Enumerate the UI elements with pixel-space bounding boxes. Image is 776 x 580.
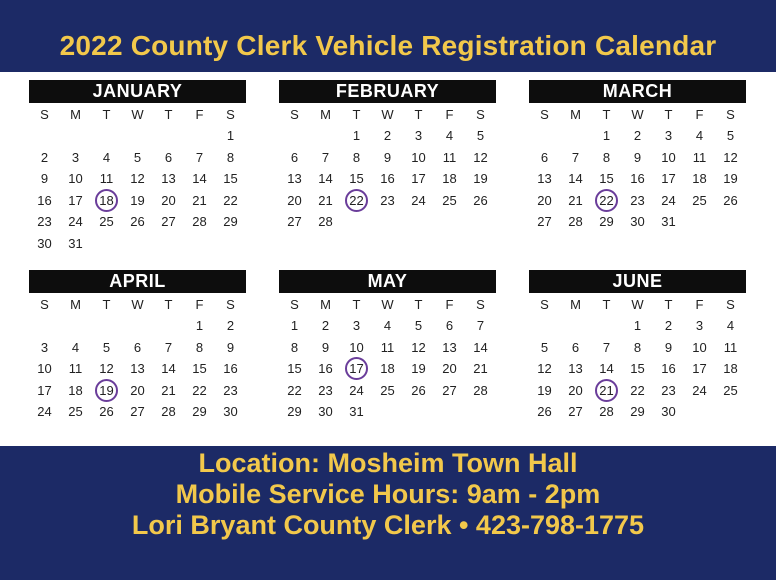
day-cell: 25 <box>99 214 114 229</box>
weekday-label: S <box>226 297 235 312</box>
weekday-label: W <box>381 107 394 122</box>
day-cell: 21 <box>473 361 488 376</box>
day-cell: 26 <box>130 214 145 229</box>
day-cell: 18 <box>442 171 457 186</box>
empty-cell <box>29 315 60 337</box>
empty-cell <box>529 315 560 337</box>
weekday-row <box>29 295 246 315</box>
day-cell: 3 <box>40 339 49 355</box>
calendar-panel <box>0 72 776 446</box>
empty-cell <box>60 125 91 147</box>
day-cell: 2 <box>383 128 392 143</box>
day-cell: 15 <box>599 171 614 186</box>
day-cell: 19 <box>130 192 145 208</box>
day-cell: 14 <box>568 171 583 186</box>
month-may <box>279 270 496 423</box>
weekday-label: M <box>320 107 331 122</box>
day-cell: 24 <box>411 192 426 208</box>
day-cell: 17 <box>37 382 52 398</box>
day-cell: 29 <box>287 404 302 419</box>
empty-cell <box>91 125 122 147</box>
day-cell: 21 <box>318 192 333 208</box>
day-cell: 12 <box>473 149 488 165</box>
empty-cell <box>279 125 310 147</box>
day-cell: 10 <box>661 149 676 165</box>
day-cell: 19 <box>473 171 488 186</box>
weekday-label: F <box>695 107 704 122</box>
empty-cell <box>60 315 91 337</box>
month-march <box>529 80 746 233</box>
day-cell: 19 <box>723 171 738 186</box>
day-cell: 30 <box>661 404 676 419</box>
highlighted-day: 18 <box>91 190 122 212</box>
day-cell: 1 <box>195 318 204 333</box>
day-cell: 6 <box>290 149 299 165</box>
weekday-label: S <box>290 297 299 312</box>
day-cell: 19 <box>537 382 552 398</box>
day-cell: 11 <box>442 149 457 165</box>
day-cell: 3 <box>664 128 673 143</box>
day-cell: 6 <box>164 149 173 165</box>
day-cell: 3 <box>71 149 80 165</box>
day-cell: 24 <box>349 382 364 398</box>
day-cell: 1 <box>352 128 361 143</box>
day-cell: 23 <box>630 192 645 208</box>
highlighted-day: 22 <box>341 190 372 212</box>
month-header: FEBRUARY <box>279 80 496 103</box>
days-grid <box>529 125 746 233</box>
day-cell: 22 <box>287 382 302 398</box>
day-cell: 26 <box>473 192 488 208</box>
day-cell: 10 <box>37 361 52 376</box>
weekday-label: S <box>476 297 485 312</box>
day-cell: 20 <box>287 192 302 208</box>
day-cell: 31 <box>68 235 83 251</box>
day-cell: 14 <box>192 171 207 186</box>
days-grid <box>279 125 496 233</box>
month-header: JANUARY <box>29 80 246 103</box>
day-cell: 26 <box>537 404 552 419</box>
day-cell: 2 <box>226 318 235 333</box>
weekday-label: W <box>631 297 644 312</box>
weekday-label: M <box>570 297 581 312</box>
day-cell: 14 <box>599 361 614 376</box>
empty-cell <box>184 125 215 147</box>
day-cell: 23 <box>37 214 52 229</box>
day-cell: 8 <box>633 339 642 355</box>
day-cell: 9 <box>321 339 330 355</box>
month-april <box>29 270 246 423</box>
day-cell: 5 <box>476 128 485 143</box>
day-cell: 7 <box>602 339 611 355</box>
days-grid <box>529 315 746 423</box>
month-header: MAY <box>279 270 496 293</box>
weekday-label: S <box>290 107 299 122</box>
day-cell: 16 <box>380 171 395 186</box>
month-header: JUNE <box>529 270 746 293</box>
day-cell: 7 <box>164 339 173 355</box>
day-cell: 30 <box>630 214 645 229</box>
day-cell: 17 <box>692 361 707 376</box>
day-cell: 8 <box>290 339 299 355</box>
weekday-label: T <box>664 297 673 312</box>
empty-cell <box>91 315 122 337</box>
day-cell: 8 <box>226 149 235 165</box>
day-cell: 29 <box>192 404 207 419</box>
day-cell: 13 <box>287 171 302 186</box>
highlighted-day: 21 <box>591 380 622 402</box>
weekday-label: F <box>195 107 204 122</box>
day-cell: 18 <box>692 171 707 186</box>
day-cell: 24 <box>37 404 52 419</box>
day-cell: 27 <box>568 404 583 419</box>
empty-cell <box>560 125 591 147</box>
day-cell: 13 <box>442 339 457 355</box>
empty-cell <box>310 125 341 147</box>
weekday-label: T <box>602 297 611 312</box>
day-cell: 12 <box>99 361 114 376</box>
day-cell: 24 <box>692 382 707 398</box>
clerk-contact-text: Lori Bryant County Clerk • 423-798-1775 <box>131 510 645 540</box>
day-cell: 8 <box>195 339 204 355</box>
day-cell: 9 <box>633 149 642 165</box>
day-cell: 9 <box>226 339 235 355</box>
empty-cell <box>122 315 153 337</box>
day-cell: 18 <box>68 382 83 398</box>
day-cell: 11 <box>723 339 738 355</box>
day-cell: 12 <box>130 171 145 186</box>
day-cell: 20 <box>161 192 176 208</box>
day-cell: 31 <box>349 404 364 419</box>
weekday-label: W <box>381 297 394 312</box>
weekday-row <box>529 105 746 125</box>
day-cell: 15 <box>287 361 302 376</box>
day-cell: 11 <box>380 339 395 355</box>
weekday-label: M <box>70 297 81 312</box>
weekday-label: W <box>131 107 144 122</box>
weekday-label: S <box>540 107 549 122</box>
day-cell: 19 <box>411 361 426 376</box>
day-cell: 1 <box>226 128 235 143</box>
weekday-label: S <box>476 107 485 122</box>
weekday-label: W <box>131 297 144 312</box>
day-cell: 5 <box>726 128 735 143</box>
day-cell: 28 <box>473 382 488 398</box>
day-cell: 27 <box>442 382 457 398</box>
day-cell: 11 <box>99 171 114 186</box>
weekday-label: T <box>102 297 111 312</box>
day-cell: 1 <box>633 318 642 333</box>
day-cell: 7 <box>195 149 204 165</box>
day-cell: 27 <box>130 404 145 419</box>
day-cell: 20 <box>130 382 145 398</box>
day-cell: 28 <box>318 214 333 229</box>
day-cell: 15 <box>192 361 207 376</box>
month-june <box>529 270 746 423</box>
day-cell: 17 <box>68 192 83 208</box>
day-cell: 22 <box>223 192 238 208</box>
day-cell: 4 <box>102 149 111 165</box>
weekday-label: T <box>352 297 361 312</box>
day-cell: 6 <box>540 149 549 165</box>
weekday-label: F <box>195 297 204 312</box>
day-cell: 26 <box>723 192 738 208</box>
day-cell: 30 <box>37 235 52 251</box>
weekday-row <box>279 105 496 125</box>
day-cell: 23 <box>223 382 238 398</box>
day-cell: 12 <box>411 339 426 355</box>
empty-cell <box>29 125 60 147</box>
day-cell: 23 <box>318 382 333 398</box>
day-cell: 29 <box>630 404 645 419</box>
service-hours-text: Mobile Service Hours: 9am - 2pm <box>175 479 601 509</box>
day-cell: 22 <box>192 382 207 398</box>
day-cell: 1 <box>602 128 611 143</box>
empty-cell <box>529 125 560 147</box>
day-cell: 1 <box>290 318 299 333</box>
day-cell: 2 <box>321 318 330 333</box>
day-cell: 22 <box>630 382 645 398</box>
day-cell: 15 <box>630 361 645 376</box>
day-cell: 4 <box>71 339 80 355</box>
weekday-label: T <box>602 107 611 122</box>
location-text: Location: Mosheim Town Hall <box>198 448 578 478</box>
day-cell: 31 <box>661 214 676 229</box>
day-cell: 21 <box>161 382 176 398</box>
day-cell: 17 <box>411 171 426 186</box>
day-cell: 25 <box>692 192 707 208</box>
weekday-label: T <box>352 107 361 122</box>
day-cell: 13 <box>568 361 583 376</box>
day-cell: 25 <box>68 404 83 419</box>
weekday-label: T <box>414 107 423 122</box>
days-grid <box>29 125 246 254</box>
day-cell: 15 <box>223 171 238 186</box>
day-cell: 9 <box>664 339 673 355</box>
day-cell: 13 <box>161 171 176 186</box>
day-cell: 12 <box>537 361 552 376</box>
weekday-label: F <box>445 297 454 312</box>
day-cell: 28 <box>568 214 583 229</box>
day-cell: 10 <box>411 149 426 165</box>
day-cell: 26 <box>99 404 114 419</box>
day-cell: 25 <box>442 192 457 208</box>
day-cell: 10 <box>349 339 364 355</box>
empty-cell <box>153 125 184 147</box>
weekday-label: F <box>445 107 454 122</box>
day-cell: 25 <box>380 382 395 398</box>
day-cell: 16 <box>661 361 676 376</box>
day-cell: 29 <box>223 214 238 229</box>
day-cell: 3 <box>352 318 361 333</box>
day-cell: 23 <box>661 382 676 398</box>
weekday-label: T <box>164 107 173 122</box>
day-cell: 11 <box>692 149 707 165</box>
day-cell: 11 <box>68 361 83 376</box>
day-cell: 9 <box>383 149 392 165</box>
day-cell: 12 <box>723 149 738 165</box>
day-cell: 18 <box>723 361 738 376</box>
weekday-label: S <box>40 297 49 312</box>
weekday-label: S <box>540 297 549 312</box>
day-cell: 3 <box>695 318 704 333</box>
calendar-title: 2022 County Clerk Vehicle Registration Calendar <box>59 30 717 61</box>
weekday-row <box>29 105 246 125</box>
day-cell: 28 <box>161 404 176 419</box>
day-cell: 7 <box>476 318 485 333</box>
month-header: MARCH <box>529 80 746 103</box>
day-cell: 7 <box>571 149 580 165</box>
day-cell: 15 <box>349 171 364 186</box>
day-cell: 30 <box>318 404 333 419</box>
weekday-row <box>279 295 496 315</box>
day-cell: 29 <box>599 214 614 229</box>
day-cell: 20 <box>537 192 552 208</box>
day-cell: 10 <box>692 339 707 355</box>
day-cell: 16 <box>223 361 238 376</box>
days-grid <box>29 315 246 423</box>
day-cell: 2 <box>664 318 673 333</box>
day-cell: 5 <box>102 339 111 355</box>
weekday-label: S <box>226 107 235 122</box>
day-cell: 5 <box>414 318 423 333</box>
highlighted-day: 19 <box>91 380 122 402</box>
day-cell: 2 <box>40 149 49 165</box>
weekday-label: F <box>695 297 704 312</box>
day-cell: 21 <box>568 192 583 208</box>
day-cell: 30 <box>223 404 238 419</box>
day-cell: 26 <box>411 382 426 398</box>
day-cell: 27 <box>287 214 302 229</box>
day-cell: 3 <box>414 128 423 143</box>
days-grid <box>279 315 496 423</box>
day-cell: 20 <box>568 382 583 398</box>
weekday-label: T <box>102 107 111 122</box>
day-cell: 24 <box>68 214 83 229</box>
day-cell: 28 <box>192 214 207 229</box>
weekday-label: S <box>726 107 735 122</box>
month-february <box>279 80 496 233</box>
empty-cell <box>591 315 622 337</box>
day-cell: 18 <box>380 361 395 376</box>
day-cell: 7 <box>321 149 330 165</box>
day-cell: 2 <box>633 128 642 143</box>
weekday-label: T <box>164 297 173 312</box>
day-cell: 14 <box>161 361 176 376</box>
day-cell: 28 <box>599 404 614 419</box>
weekday-label: S <box>40 107 49 122</box>
day-cell: 17 <box>661 171 676 186</box>
empty-cell <box>560 315 591 337</box>
day-cell: 6 <box>571 339 580 355</box>
weekday-label: T <box>414 297 423 312</box>
weekday-label: T <box>664 107 673 122</box>
day-cell: 14 <box>473 339 488 355</box>
day-cell: 16 <box>630 171 645 186</box>
empty-cell <box>153 315 184 337</box>
day-cell: 8 <box>352 149 361 165</box>
weekday-row <box>529 295 746 315</box>
day-cell: 16 <box>318 361 333 376</box>
weekday-label: S <box>726 297 735 312</box>
month-header: APRIL <box>29 270 246 293</box>
weekday-label: M <box>320 297 331 312</box>
day-cell: 4 <box>726 318 735 333</box>
day-cell: 16 <box>37 192 52 208</box>
weekday-label: M <box>570 107 581 122</box>
month-january <box>29 80 246 254</box>
day-cell: 5 <box>133 149 142 165</box>
day-cell: 20 <box>442 361 457 376</box>
day-cell: 6 <box>133 339 142 355</box>
day-cell: 9 <box>40 171 49 186</box>
empty-cell <box>122 125 153 147</box>
day-cell: 10 <box>68 171 83 186</box>
highlighted-day: 22 <box>591 190 622 212</box>
day-cell: 21 <box>192 192 207 208</box>
weekday-label: W <box>631 107 644 122</box>
day-cell: 27 <box>537 214 552 229</box>
day-cell: 14 <box>318 171 333 186</box>
day-cell: 6 <box>445 318 454 333</box>
day-cell: 8 <box>602 149 611 165</box>
day-cell: 25 <box>723 382 738 398</box>
day-cell: 13 <box>130 361 145 376</box>
day-cell: 4 <box>445 128 454 143</box>
weekday-label: M <box>70 107 81 122</box>
day-cell: 24 <box>661 192 676 208</box>
day-cell: 27 <box>161 214 176 229</box>
day-cell: 4 <box>383 318 392 333</box>
day-cell: 4 <box>695 128 704 143</box>
day-cell: 5 <box>540 339 549 355</box>
day-cell: 13 <box>537 171 552 186</box>
day-cell: 23 <box>380 192 395 208</box>
footer-info <box>0 448 776 541</box>
highlighted-day: 17 <box>341 358 372 380</box>
